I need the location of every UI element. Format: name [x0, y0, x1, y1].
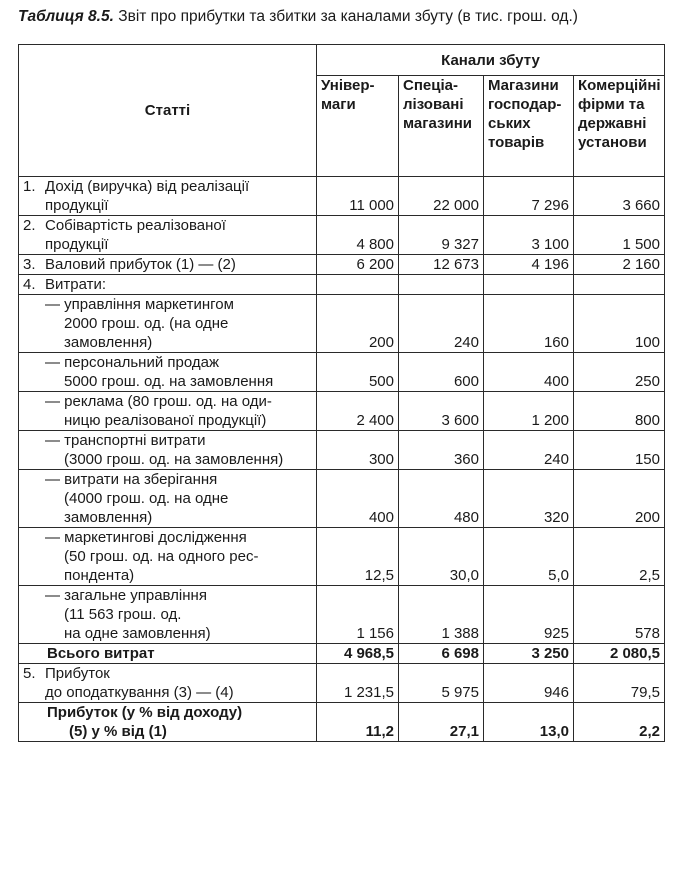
row-label [19, 664, 317, 703]
row-label [19, 392, 317, 431]
value-cell: 240 [399, 295, 484, 353]
table-row [19, 392, 665, 431]
value-cell [484, 275, 574, 295]
table-row [19, 177, 665, 216]
value-cell: 5,0 [484, 528, 574, 586]
row-label-line [47, 644, 312, 663]
row-label-line: (4000 грош. од. на одне [64, 490, 229, 507]
row-label-text: Дохід (виручка) від реалізації [45, 178, 250, 195]
row-label-line [23, 275, 312, 294]
value-cell: 11,2 [317, 703, 399, 742]
row-label-line: продукції [45, 197, 109, 214]
row-label-line: (5) у % від (1) [69, 723, 167, 740]
row-label-text: — транспортні витрати [45, 432, 206, 449]
row-label-text: Витрати: [45, 276, 107, 293]
row-label-line: (50 грош. од. на одного рес- [64, 548, 259, 565]
value-cell: 6 200 [317, 255, 399, 275]
value-cell: 7 296 [484, 177, 574, 216]
value-cell: 4 800 [317, 216, 399, 255]
value-cell: 2 160 [574, 255, 665, 275]
value-cell: 100 [574, 295, 665, 353]
row-label-text: Прибуток (у % від доходу) [47, 704, 243, 721]
table-row [19, 295, 665, 353]
row-number: 3. [23, 256, 36, 273]
row-label [19, 353, 317, 392]
row-label-line [23, 470, 312, 489]
row-label [19, 295, 317, 353]
value-cell: 13,0 [484, 703, 574, 742]
value-cell: 30,0 [399, 528, 484, 586]
value-cell: 5 975 [399, 664, 484, 703]
row-label-line [23, 528, 312, 547]
row-label [19, 216, 317, 255]
row-label-line [23, 177, 312, 196]
table-row [19, 255, 665, 275]
value-cell: 11 000 [317, 177, 399, 216]
row-number: 1. [23, 178, 36, 195]
row-label-line: до оподаткування (3) — (4) [45, 684, 234, 701]
row-label [19, 470, 317, 528]
items-header: Статті [19, 45, 317, 177]
channel-header-line: державні [578, 115, 647, 132]
table-row [19, 275, 665, 295]
row-label-text: — витрати на зберігання [45, 471, 218, 488]
row-label-text: — персональний продаж [45, 354, 219, 371]
channel-header-1 [317, 76, 399, 177]
value-cell: 1 500 [574, 216, 665, 255]
value-cell: 800 [574, 392, 665, 431]
channel-header-2 [399, 76, 484, 177]
row-label-line: ницю реалізованої продукції) [64, 412, 267, 429]
value-cell: 3 250 [484, 644, 574, 664]
value-cell: 6 698 [399, 644, 484, 664]
table-row [19, 470, 665, 528]
row-label-line: продукції [45, 236, 109, 253]
row-label-text: Собівартість реалізованої [45, 217, 226, 234]
row-label-text: Валовий прибуток (1) — (2) [45, 256, 236, 273]
row-label-line: 5000 грош. од. на замовлення [64, 373, 274, 390]
value-cell: 200 [317, 295, 399, 353]
table-row [19, 586, 665, 644]
channel-header-3 [484, 76, 574, 177]
row-label-line [23, 353, 312, 372]
value-cell: 946 [484, 664, 574, 703]
channel-header-line: товарів [488, 134, 545, 151]
row-label-line [47, 703, 312, 722]
value-cell: 400 [317, 470, 399, 528]
value-cell: 200 [574, 470, 665, 528]
value-cell: 1 156 [317, 586, 399, 644]
row-label-line: (3000 грош. од. на замовлення) [64, 451, 284, 468]
value-cell: 1 231,5 [317, 664, 399, 703]
row-label [19, 431, 317, 470]
row-number: 5. [23, 665, 36, 682]
row-number: 4. [23, 276, 36, 293]
value-cell: 2 400 [317, 392, 399, 431]
value-cell [574, 275, 665, 295]
value-cell: 480 [399, 470, 484, 528]
value-cell: 4 196 [484, 255, 574, 275]
table-row [19, 528, 665, 586]
row-label [19, 644, 317, 664]
value-cell: 578 [574, 586, 665, 644]
value-cell: 9 327 [399, 216, 484, 255]
channel-header-4 [574, 76, 665, 177]
channel-header-line: маги [321, 96, 356, 113]
table-row [19, 644, 665, 664]
row-label [19, 703, 317, 742]
row-label-line: 2000 грош. од. (на одне [64, 315, 229, 332]
channel-header-line: фірми та [578, 96, 645, 113]
row-label-text: — загальне управління [45, 587, 207, 604]
value-cell: 79,5 [574, 664, 665, 703]
table-caption [18, 8, 668, 26]
value-cell: 12 673 [399, 255, 484, 275]
value-cell: 2 080,5 [574, 644, 665, 664]
value-cell: 27,1 [399, 703, 484, 742]
row-label-text: — реклама (80 грош. од. на оди- [45, 393, 272, 410]
row-label-line: на одне замовлення) [64, 625, 211, 642]
row-label-line: (11 563 грош. од. [64, 606, 182, 623]
value-cell: 160 [484, 295, 574, 353]
row-label-line [23, 586, 312, 605]
value-cell: 250 [574, 353, 665, 392]
value-cell: 4 968,5 [317, 644, 399, 664]
value-cell: 22 000 [399, 177, 484, 216]
channel-header-line: господар- [488, 96, 562, 113]
channel-header-line: Спеціа- [403, 77, 458, 94]
row-label-line: замовлення) [64, 509, 153, 526]
row-label-text: Всього витрат [47, 645, 155, 662]
table-row [19, 216, 665, 255]
value-cell: 600 [399, 353, 484, 392]
row-label-text: — маркетингові дослідження [45, 529, 247, 546]
profit-loss-table [18, 44, 665, 742]
row-label-text: — управління маркетингом [45, 296, 234, 313]
value-cell: 360 [399, 431, 484, 470]
value-cell: 3 660 [574, 177, 665, 216]
row-number: 2. [23, 217, 36, 234]
row-label-line: пондента) [64, 567, 135, 584]
table-title: Звіт про прибутки та збитки за каналами збуту (в тис. грош. од.) [118, 8, 578, 25]
channel-header-line: Універ- [321, 77, 375, 94]
row-label-line [23, 431, 312, 450]
value-cell: 12,5 [317, 528, 399, 586]
row-label-line [23, 255, 312, 274]
row-label [19, 586, 317, 644]
channel-header-line: ських [488, 115, 531, 132]
row-label-line [23, 392, 312, 411]
channels-header: Канали збуту [317, 45, 665, 76]
value-cell: 320 [484, 470, 574, 528]
channel-header-line: лізовані [403, 96, 464, 113]
row-label [19, 528, 317, 586]
value-cell: 150 [574, 431, 665, 470]
value-cell: 1 200 [484, 392, 574, 431]
value-cell: 500 [317, 353, 399, 392]
channel-header-line: Комерційні [578, 77, 661, 94]
row-label [19, 177, 317, 216]
row-label [19, 255, 317, 275]
table-number: Таблиця 8.5. [18, 8, 114, 25]
value-cell [399, 275, 484, 295]
table-row [19, 703, 665, 742]
channel-header-line: Магазини [488, 77, 559, 94]
value-cell: 400 [484, 353, 574, 392]
table-row [19, 431, 665, 470]
value-cell: 300 [317, 431, 399, 470]
row-label-line [23, 664, 312, 683]
table-row [19, 664, 665, 703]
value-cell: 240 [484, 431, 574, 470]
value-cell: 1 388 [399, 586, 484, 644]
row-label [19, 275, 317, 295]
channel-header-line: установи [578, 134, 647, 151]
value-cell [317, 275, 399, 295]
row-label-line [23, 216, 312, 235]
value-cell: 3 100 [484, 216, 574, 255]
row-label-line: замовлення) [64, 334, 153, 351]
row-label-text: Прибуток [45, 665, 110, 682]
value-cell: 925 [484, 586, 574, 644]
row-label-line [23, 295, 312, 314]
value-cell: 2,2 [574, 703, 665, 742]
channel-header-line: магазини [403, 115, 472, 132]
table-row [19, 353, 665, 392]
value-cell: 2,5 [574, 528, 665, 586]
value-cell: 3 600 [399, 392, 484, 431]
